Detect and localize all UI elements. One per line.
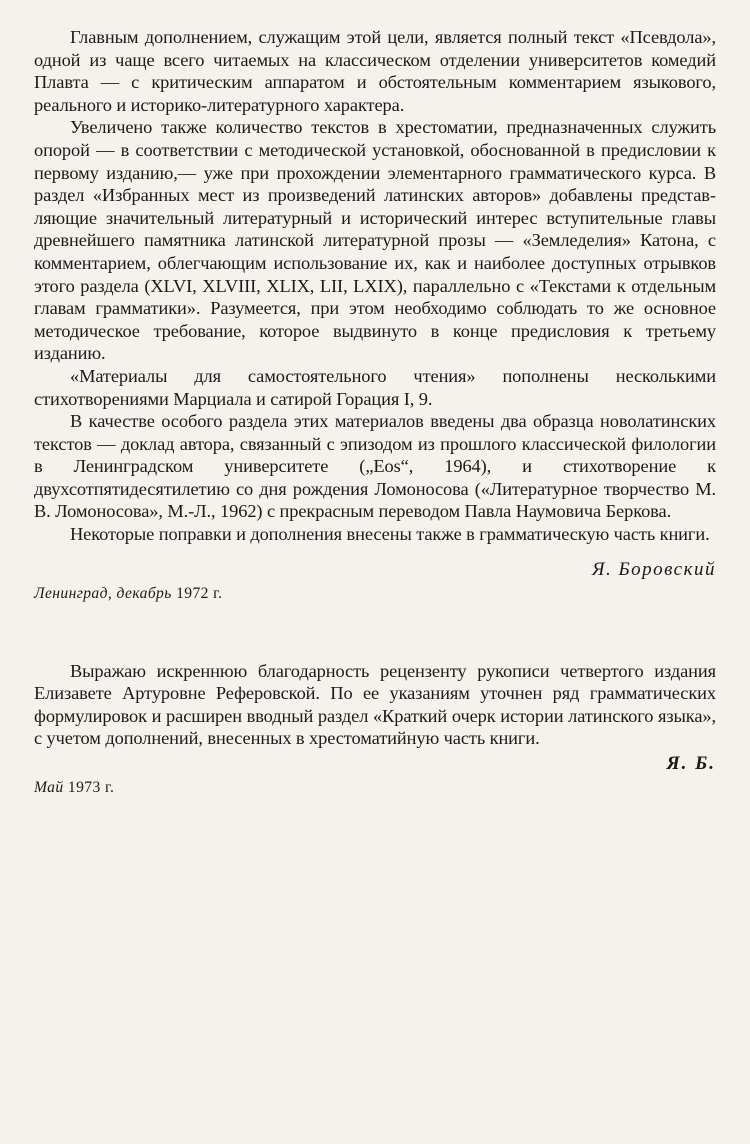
paragraph-pseudolus: Главным дополнением, служащим этой цели, является полный текст «Псевдола», одной из чаще всего читаемых на классическом отделении университетов комедий Плавта — с критическим аппаратом и обстоятельным комментарием языкового, реального и историко-литературного характера. (34, 27, 716, 115)
place-date-text: Ленинград, декабрь (34, 584, 177, 602)
acknowledgement-date-text: Май (34, 779, 68, 797)
paragraph-reading-materials: «Материалы для самостоятельного чтения» пополнены несколькими стихотворениями Марциала и сатирой Горация I, 9. (34, 365, 716, 409)
author-initials: Я. Б. (666, 753, 716, 775)
paragraph-neolatin-texts: В качестве особого раздела этих материалов введены два образца новолатинских текстов — доклад автора, связанный с эпизодом из прошлого классической филологии в Ленинградском университете („Eos“, 1964), и стихотворение к двухсотпятидесятилетию со дня рождения Ломоносова («Литературное творчество М. В. Ломоносова», М.-Л., 1962) с прекрасным переводом Павла Наумовича Беркова. (34, 411, 716, 522)
paragraph-corrections: Некоторые поправки и дополнения внесены также в грамматическую часть книги. (70, 524, 710, 545)
acknowledgement-date-year: 1973 г. (67, 779, 115, 797)
author-signature: Я. Боровский (591, 558, 716, 580)
document-page (34, 26, 716, 798)
paragraph-acknowledgement: Выражаю искреннюю благодарность рецензенту рукописи четвертого издания Елизавете Артуровне Реферовской. По ее указаниям уточнен ряд грамматических формулировок и расширен вводный раздел «Краткий очерк истории латинского языка», с учетом дополнений, внесенных в хрестоматийную часть книги. (34, 660, 716, 749)
acknowledgement-date (34, 778, 716, 798)
place-date-year: 1972 г. (176, 584, 223, 602)
section-gap (34, 604, 716, 660)
place-date (34, 584, 716, 604)
paragraph-chrestomathy: Увеличено также количество текстов в хрестоматии, предназначенных служить опорой — в соответствии с методической установкой, обоснованной в предисловии к первому изданию,— уже при прохождении элементарного грамматического курса. В раздел «Избранных мест из произведений латинских авторов» добавлены представляющие значительный литературный и исторический интерес вступительные главы древнейшего памятника латинской литературной прозы — «Земледелия» Катона, с комментарием, облегчающим использование их, как и наиболее доступных отрывков этого раздела (XLVI, XLVIII, XLIX, LII, LXIX), параллельно с «Текстами к отдельным главам грамматики». Разумеется, при этом необходимо соблюдать то же основное методическое требование, которое выдвинуто в конце предисловия к третьему изданию. (34, 117, 716, 364)
